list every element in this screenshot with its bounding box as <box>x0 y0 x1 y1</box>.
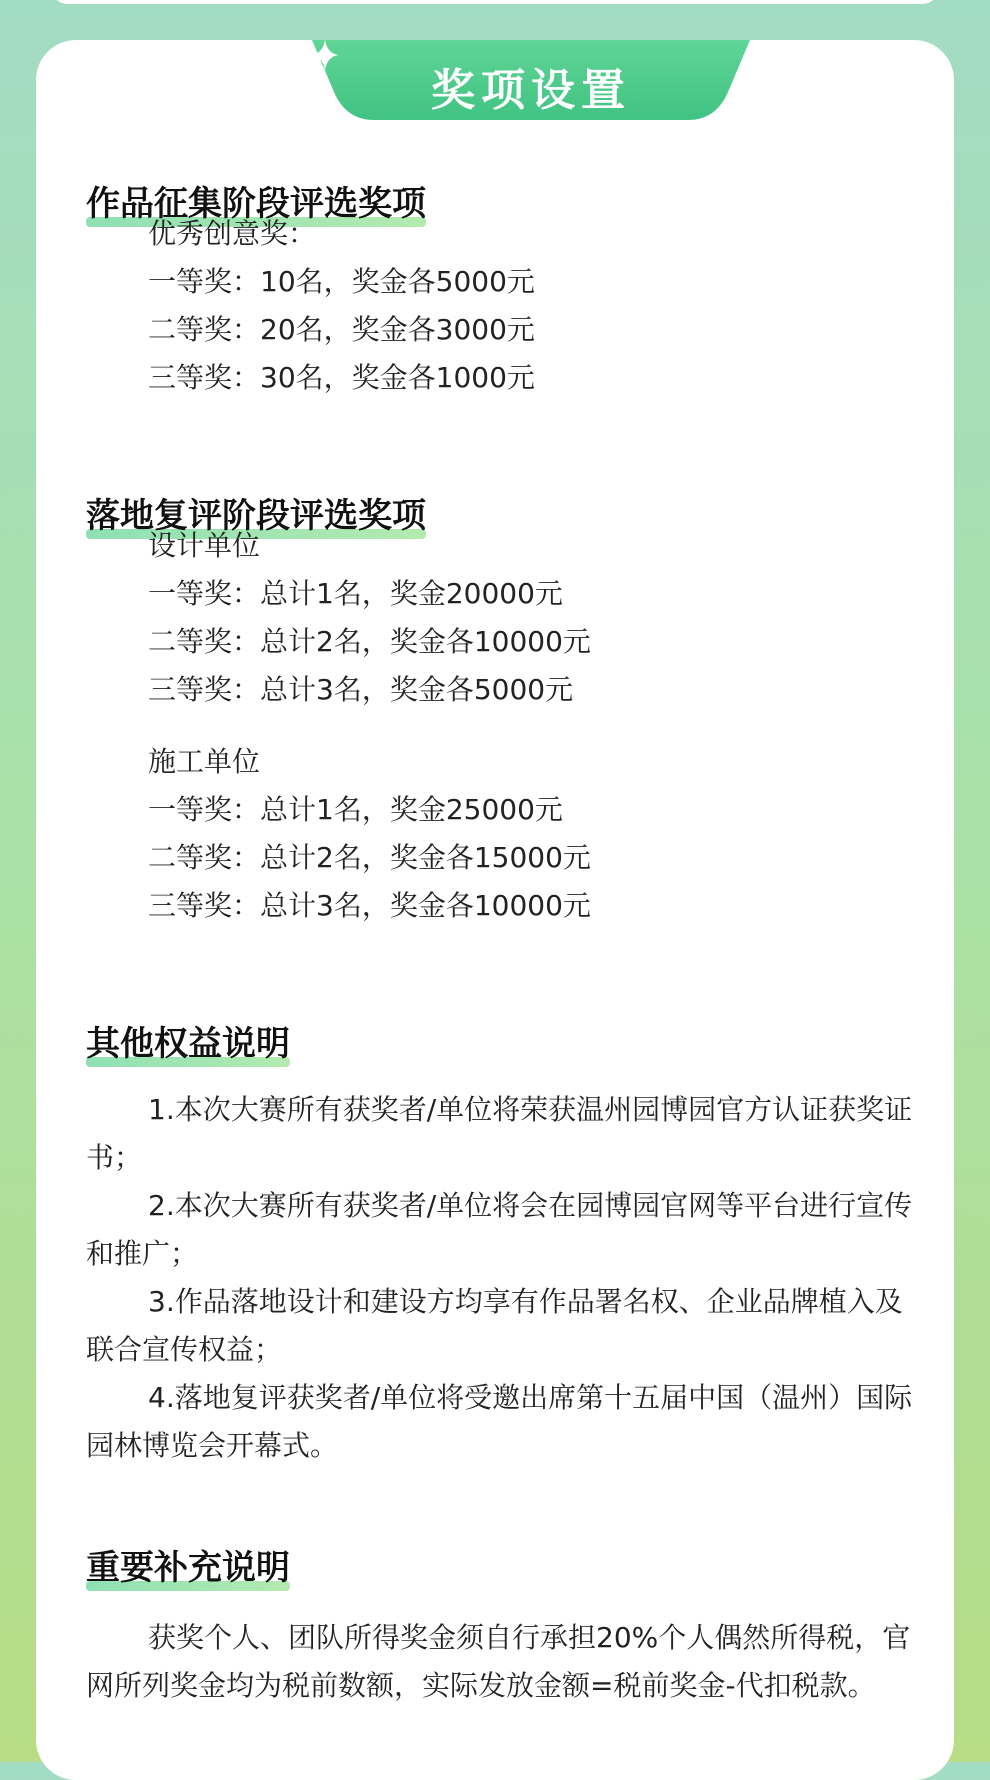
award-line: 二等奖：20名，奖金各3000元 <box>148 313 535 346</box>
awards-card <box>36 40 954 1780</box>
award-line: 一等奖：总计1名，奖金20000元 <box>148 577 563 610</box>
award-line: 一等奖：总计1名，奖金25000元 <box>148 793 563 826</box>
award-line: 二等奖：总计2名，奖金各10000元 <box>148 625 591 658</box>
heading-text: 落地复评阶段评选奖项 <box>86 496 426 536</box>
benefit-item: 2.本次大赛所有获奖者/单位将会在园博园官网等平台进行宣传和推广； <box>86 1189 913 1270</box>
section-heading-important-notes <box>86 1540 290 1589</box>
construction-unit-title: 施工单位 <box>148 745 261 778</box>
award-line: 三等奖：总计3名，奖金各10000元 <box>148 889 591 922</box>
benefit-item: 4.落地复评获奖者/单位将受邀出席第十五届中国（温州）国际园林博览会开幕式。 <box>86 1381 913 1462</box>
heading-text: 作品征集阶段评选奖项 <box>86 184 426 224</box>
award-category-title: 优秀创意奖： <box>148 217 317 250</box>
banner-title: 奖项设置 <box>431 65 631 116</box>
award-line: 一等奖：10名，奖金各5000元 <box>148 265 535 298</box>
award-line: 三等奖：总计3名，奖金各5000元 <box>148 673 574 706</box>
section-banner <box>312 40 750 120</box>
section-heading-onsite-awards <box>86 488 426 537</box>
section-heading-submission-awards <box>86 176 426 225</box>
heading-text: 重要补充说明 <box>86 1548 290 1588</box>
tax-note-paragraph: 获奖个人、团队所得奖金须自行承担20%个人偶然所得税，官网所列奖金均为税前数额，实际发放金额=税前奖金-代扣税款。 <box>86 1621 911 1702</box>
benefit-item: 1.本次大赛所有获奖者/单位将荣获温州园博园官方认证获奖证书； <box>86 1093 913 1174</box>
heading-text: 其他权益说明 <box>86 1024 290 1064</box>
design-unit-title: 设计单位 <box>148 529 261 562</box>
previous-card-edge <box>50 0 940 4</box>
award-line: 三等奖：30名，奖金各1000元 <box>148 361 535 394</box>
section-heading-other-benefits <box>86 1016 290 1065</box>
benefit-item: 3.作品落地设计和建设方均享有作品署名权、企业品牌植入及联合宣传权益； <box>86 1285 903 1366</box>
sparkle-icon <box>312 40 338 70</box>
award-line: 二等奖：总计2名，奖金各15000元 <box>148 841 591 874</box>
